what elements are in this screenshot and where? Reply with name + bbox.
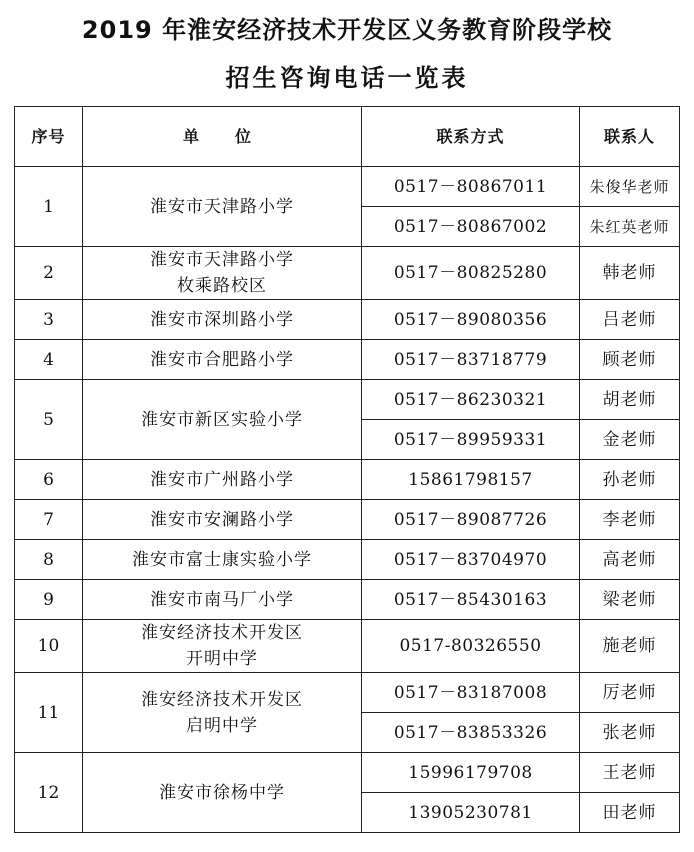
row-phone: 0517－83853326 xyxy=(362,713,580,753)
row-contact-person: 吕老师 xyxy=(580,300,680,340)
row-phone: 0517－85430163 xyxy=(362,580,580,620)
row-unit xyxy=(83,753,362,833)
table-row xyxy=(15,247,680,300)
row-phone: 0517－89087726 xyxy=(362,500,580,540)
contact-table xyxy=(14,106,680,833)
unit-name-line: 淮安市富士康实验小学 xyxy=(132,549,312,570)
row-contact-person: 朱红英老师 xyxy=(580,207,680,247)
row-unit xyxy=(83,580,362,620)
row-phone: 0517－83187008 xyxy=(362,673,580,713)
unit-name-line: 枚乘路校区 xyxy=(177,276,267,296)
table-header-row xyxy=(15,107,680,167)
row-contact-person: 顾老师 xyxy=(580,340,680,380)
row-unit xyxy=(83,620,362,673)
row-contact-person: 金老师 xyxy=(580,420,680,460)
row-unit xyxy=(83,340,362,380)
header-seq: 序号 xyxy=(15,107,83,167)
row-phone: 13905230781 xyxy=(362,793,580,833)
page-title-line-2: 招生咨询电话一览表 xyxy=(225,64,469,92)
unit-name-line: 淮安经济技术开发区 xyxy=(141,623,303,643)
row-phone: 0517－89080356 xyxy=(362,300,580,340)
unit-name-line: 淮安市天津路小学 xyxy=(150,250,294,270)
row-phone: 15996179708 xyxy=(362,753,580,793)
row-contact-person: 田老师 xyxy=(580,793,680,833)
row-seq: 12 xyxy=(15,753,83,833)
table-row xyxy=(15,580,680,620)
row-phone: 0517－80867002 xyxy=(362,207,580,247)
row-contact-person: 孙老师 xyxy=(580,460,680,500)
header-unit: 单 位 xyxy=(83,107,362,167)
row-phone: 0517－89959331 xyxy=(362,420,580,460)
page-title-line-1: 2019 年淮安经济技术开发区义务教育阶段学校 xyxy=(81,16,613,44)
row-unit xyxy=(83,673,362,753)
row-contact-person: 施老师 xyxy=(580,620,680,673)
row-contact-person: 王老师 xyxy=(580,753,680,793)
row-phone: 0517-80326550 xyxy=(362,620,580,673)
row-phone: 0517－83718779 xyxy=(362,340,580,380)
row-seq: 3 xyxy=(15,300,83,340)
table-row xyxy=(15,340,680,380)
unit-name-line: 淮安市合肥路小学 xyxy=(150,349,294,370)
row-contact-person: 梁老师 xyxy=(580,580,680,620)
row-phone: 15861798157 xyxy=(362,460,580,500)
row-unit xyxy=(83,247,362,300)
row-contact-person: 朱俊华老师 xyxy=(580,167,680,207)
row-phone: 0517－86230321 xyxy=(362,380,580,420)
unit-name-line: 淮安经济技术开发区 xyxy=(141,689,303,710)
table-row xyxy=(15,753,680,793)
row-seq: 8 xyxy=(15,540,83,580)
row-seq: 2 xyxy=(15,247,83,300)
row-contact-person: 厉老师 xyxy=(580,673,680,713)
row-phone: 0517－80825280 xyxy=(362,247,580,300)
row-contact-person: 胡老师 xyxy=(580,380,680,420)
unit-name-line: 淮安市深圳路小学 xyxy=(150,309,294,330)
row-unit xyxy=(83,500,362,540)
header-contact: 联系人 xyxy=(580,107,680,167)
row-seq: 11 xyxy=(15,673,83,753)
row-seq: 6 xyxy=(15,460,83,500)
row-unit xyxy=(83,540,362,580)
unit-name-line: 淮安市广州路小学 xyxy=(150,469,294,490)
row-contact-person: 韩老师 xyxy=(580,247,680,300)
row-seq: 4 xyxy=(15,340,83,380)
row-phone: 0517－80867011 xyxy=(362,167,580,207)
table-row xyxy=(15,460,680,500)
row-seq: 10 xyxy=(15,620,83,673)
unit-name-line: 开明中学 xyxy=(186,649,258,669)
row-unit xyxy=(83,167,362,247)
row-contact-person: 李老师 xyxy=(580,500,680,540)
table-body xyxy=(15,167,680,833)
row-contact-person: 高老师 xyxy=(580,540,680,580)
table-row xyxy=(15,500,680,540)
row-unit xyxy=(83,460,362,500)
table-row xyxy=(15,300,680,340)
row-contact-person: 张老师 xyxy=(580,713,680,753)
unit-name-line: 淮安市南马厂小学 xyxy=(150,589,294,610)
row-phone: 0517－83704970 xyxy=(362,540,580,580)
unit-name-line: 淮安市徐杨中学 xyxy=(159,782,285,803)
row-unit xyxy=(83,380,362,460)
unit-name-line: 淮安市天津路小学 xyxy=(150,196,294,217)
row-seq: 5 xyxy=(15,380,83,460)
table-row xyxy=(15,380,680,420)
row-seq: 9 xyxy=(15,580,83,620)
table-row xyxy=(15,673,680,713)
row-unit xyxy=(83,300,362,340)
row-seq: 1 xyxy=(15,167,83,247)
unit-name-line: 淮安市安澜路小学 xyxy=(150,509,294,530)
table-row xyxy=(15,540,680,580)
header-phone: 联系方式 xyxy=(362,107,580,167)
unit-name-line: 启明中学 xyxy=(186,715,258,736)
unit-name-line: 淮安市新区实验小学 xyxy=(141,409,303,430)
table-row xyxy=(15,620,680,673)
row-seq: 7 xyxy=(15,500,83,540)
table-row xyxy=(15,167,680,207)
